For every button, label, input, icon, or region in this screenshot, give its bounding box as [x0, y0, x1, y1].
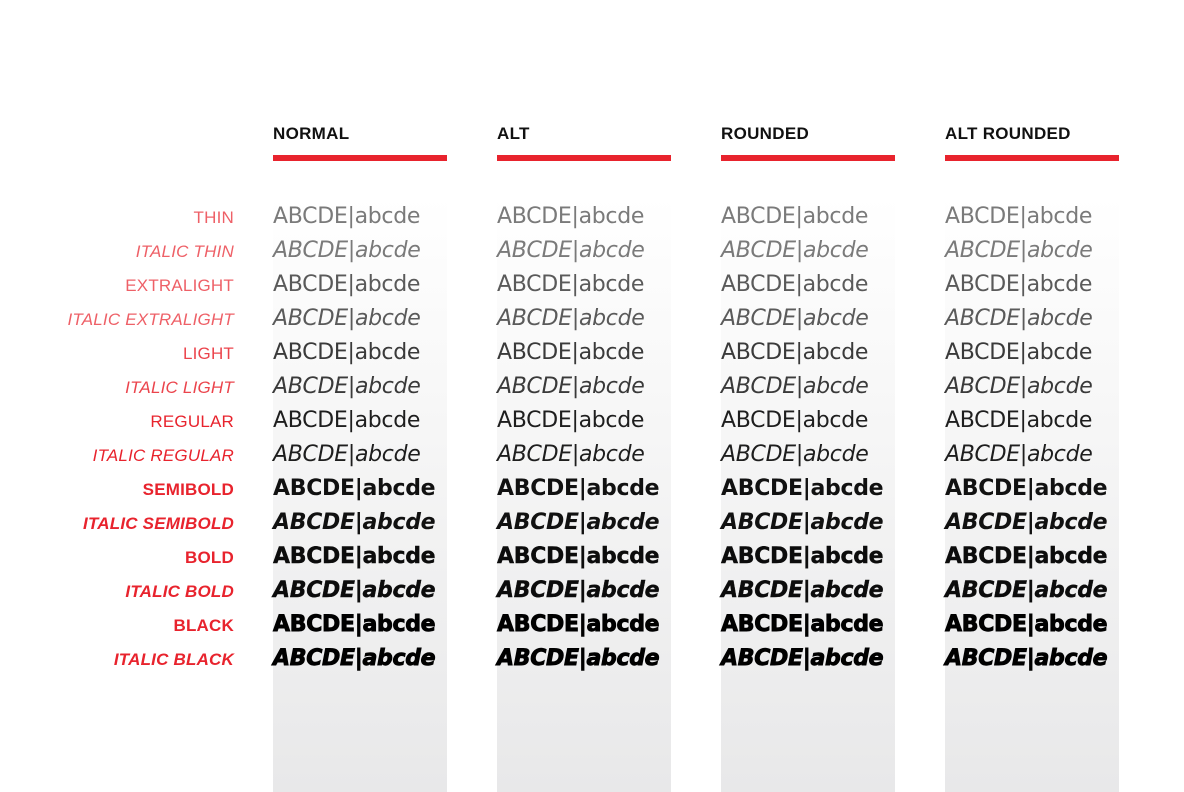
- sample-text: ABCDE|abcde: [721, 340, 869, 365]
- sample-text: ABCDE|abcde: [945, 646, 1108, 671]
- sample-text: ABCDE|abcde: [721, 272, 869, 297]
- style-label: ITALIC THIN: [135, 242, 234, 261]
- sample-text: ABCDE|abcde: [273, 442, 421, 467]
- sample-text: ABCDE|abcde: [945, 238, 1093, 263]
- sample-text: ABCDE|abcde: [721, 612, 884, 637]
- sample-text: ABCDE|abcde: [945, 442, 1093, 467]
- sample-text: ABCDE|abcde: [497, 510, 660, 535]
- style-label: ITALIC EXTRALIGHT: [67, 310, 234, 329]
- sample-text: ABCDE|abcde: [273, 578, 436, 603]
- sample-text: ABCDE|abcde: [273, 340, 421, 365]
- sample-text: ABCDE|abcde: [273, 646, 436, 671]
- sample-text: ABCDE|abcde: [497, 646, 660, 671]
- style-label: REGULAR: [150, 412, 234, 431]
- sample-text: ABCDE|abcde: [945, 340, 1093, 365]
- sample-text: ABCDE|abcde: [273, 408, 421, 433]
- sample-text: ABCDE|abcde: [497, 374, 645, 399]
- column-underline: [721, 155, 895, 161]
- column-title: ALT ROUNDED: [945, 124, 1071, 143]
- sample-text: ABCDE|abcde: [721, 578, 884, 603]
- sample-text: ABCDE|abcde: [497, 578, 660, 603]
- sample-text: ABCDE|abcde: [273, 238, 421, 263]
- sample-text: ABCDE|abcde: [273, 272, 421, 297]
- sample-text: ABCDE|abcde: [273, 510, 436, 535]
- column-underline: [273, 155, 447, 161]
- sample-text: ABCDE|abcde: [497, 272, 645, 297]
- column-underline: [945, 155, 1119, 161]
- sample-text: ABCDE|abcde: [721, 204, 869, 229]
- style-label: BOLD: [185, 548, 234, 567]
- sample-text: ABCDE|abcde: [945, 374, 1093, 399]
- sample-text: ABCDE|abcde: [945, 408, 1093, 433]
- style-label: THIN: [193, 208, 234, 227]
- style-label: SEMIBOLD: [142, 480, 234, 499]
- sample-text: ABCDE|abcde: [945, 204, 1093, 229]
- column-header: [945, 124, 1119, 162]
- style-label: ITALIC SEMIBOLD: [83, 514, 234, 533]
- sample-text: ABCDE|abcde: [497, 306, 645, 331]
- column-underline: [497, 155, 671, 161]
- style-label: ITALIC BOLD: [125, 582, 234, 601]
- style-label: ITALIC LIGHT: [125, 378, 234, 397]
- column-header: [273, 124, 447, 162]
- style-label: BLACK: [173, 616, 234, 635]
- column-title: ROUNDED: [721, 124, 810, 143]
- sample-text: ABCDE|abcde: [721, 238, 869, 263]
- sample-text: ABCDE|abcde: [945, 544, 1108, 569]
- column-header: [721, 124, 895, 162]
- sample-text: ABCDE|abcde: [721, 306, 869, 331]
- style-label: ITALIC BLACK: [113, 650, 234, 669]
- sample-text: ABCDE|abcde: [945, 578, 1108, 603]
- sample-text: ABCDE|abcde: [945, 510, 1108, 535]
- sample-text: ABCDE|abcde: [497, 612, 660, 637]
- sample-text: ABCDE|abcde: [721, 408, 869, 433]
- sample-text: ABCDE|abcde: [497, 544, 660, 569]
- sample-text: ABCDE|abcde: [721, 544, 884, 569]
- column-title: ALT: [497, 124, 530, 143]
- sample-text: ABCDE|abcde: [497, 476, 660, 501]
- sample-text: ABCDE|abcde: [273, 544, 436, 569]
- style-label: ITALIC REGULAR: [92, 446, 234, 465]
- sample-text: ABCDE|abcde: [497, 408, 645, 433]
- sample-text: ABCDE|abcde: [273, 306, 421, 331]
- sample-text: ABCDE|abcde: [945, 306, 1093, 331]
- sample-text: ABCDE|abcde: [497, 204, 645, 229]
- sample-text: ABCDE|abcde: [945, 272, 1093, 297]
- sample-text: ABCDE|abcde: [721, 476, 884, 501]
- sample-text: ABCDE|abcde: [497, 238, 645, 263]
- sample-text: ABCDE|abcde: [497, 340, 645, 365]
- sample-text: ABCDE|abcde: [721, 374, 869, 399]
- sample-text: ABCDE|abcde: [721, 442, 869, 467]
- sample-text: ABCDE|abcde: [273, 476, 436, 501]
- sample-text: ABCDE|abcde: [721, 646, 884, 671]
- sample-text: ABCDE|abcde: [273, 374, 421, 399]
- sample-text: ABCDE|abcde: [273, 612, 436, 637]
- sample-text: ABCDE|abcde: [945, 612, 1108, 637]
- style-label: EXTRALIGHT: [125, 276, 234, 295]
- style-label: LIGHT: [182, 344, 234, 363]
- column-title: NORMAL: [273, 124, 350, 143]
- sample-text: ABCDE|abcde: [945, 476, 1108, 501]
- sample-text: ABCDE|abcde: [497, 442, 645, 467]
- column-header: [497, 124, 671, 162]
- sample-text: ABCDE|abcde: [721, 510, 884, 535]
- sample-text: ABCDE|abcde: [273, 204, 421, 229]
